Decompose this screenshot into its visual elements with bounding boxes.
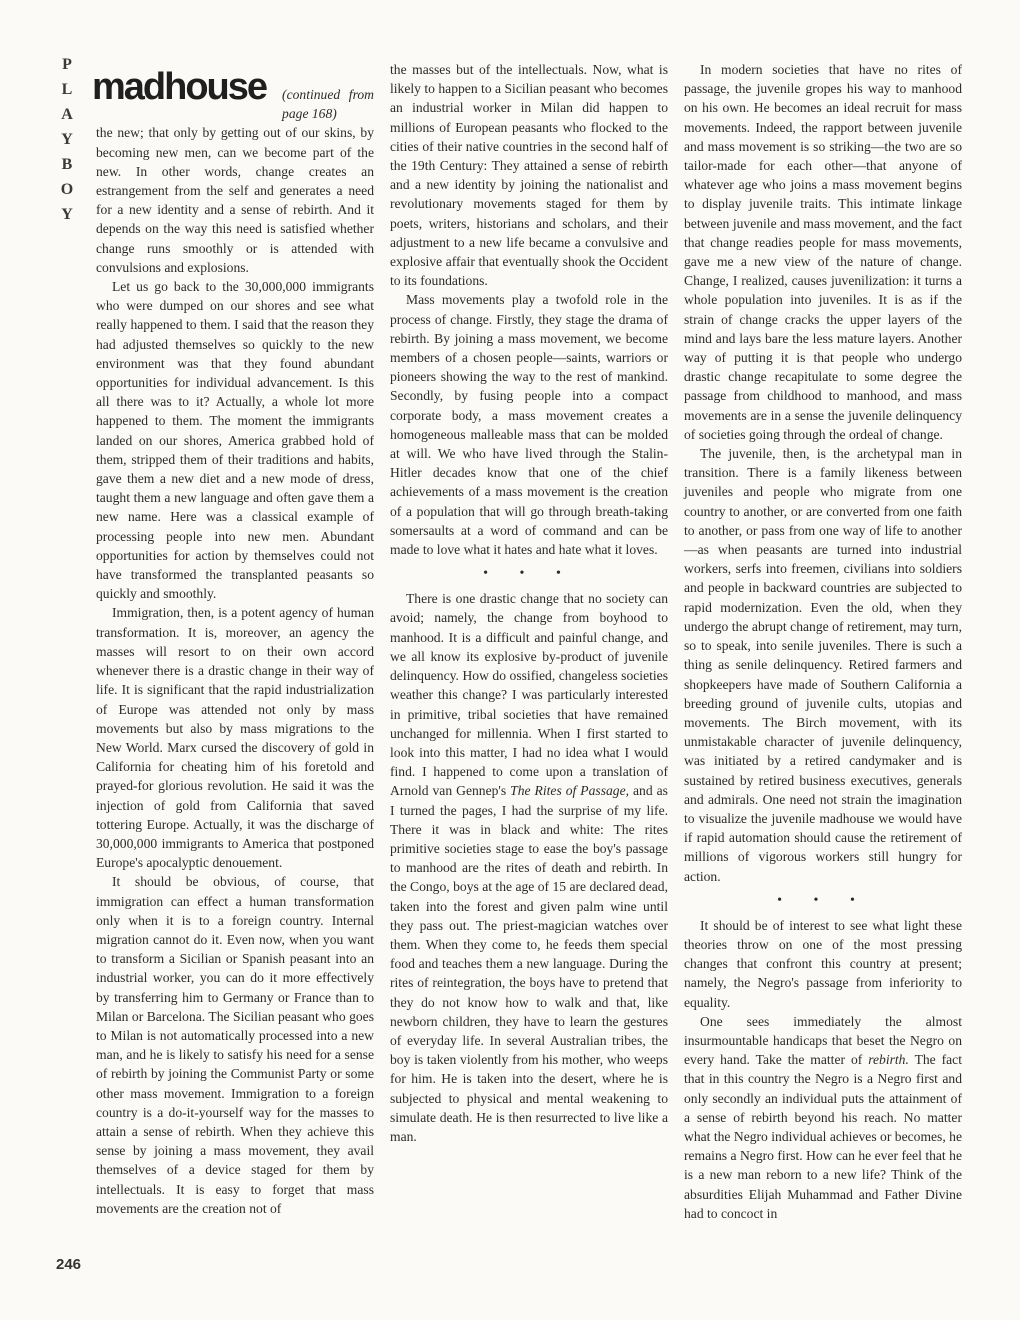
paragraph: Immigration, then, is a potent agency of human transformation. It is, moreover, an agency the masses will resort to on their own accord whenever there is a drastic change in their way of life. It is significant that the rapid industrialization of Europe was attended not only by mass movements but also by mass migrations to the New World. Marx cursed the discovery of gold in California for cheating him of his foretold and prayed-for glorious revolution. He said it was the injection of gold from California that saved tottering Europe. Actually, it was the discharge of 30,000,000 immigrants to America that postponed Europe's apocalyptic denouement. [96, 605, 374, 871]
paragraph: It should be of interest to see what light these theories throw on one of the most pressing changes that confront this country at present; namely, the Negro's passage from inferiority to equality. [684, 917, 962, 1010]
magazine-letter: L [61, 81, 73, 98]
continued-note: (continued from page 168) [282, 87, 374, 122]
page-number: 246 [56, 1256, 82, 1273]
paragraph: In modern societies that have no rites of passage, the juvenile gropes his way to manhood on his own. He becomes an ideal recruit for mass movements. Indeed, the rapport between juvenile and mass movement is so striking—the two are so tailor-made for each other—that anyone of whatever age who joins a mass movement begins to display juvenile traits. This intimate linkage between juvenile and mass movement, and the fact that change readies people for mass movements, gave me a new view of the nature of change. Change, I realized, causes juvenilization: it turns a whole population into juveniles. It is as if the strain of change cracks the upper layers of the mind and lays bare the less mature layers. Another way of putting it is that people who undergo drastic change recapitulate to some degree the passage from childhood to manhood, and mass movements are in a sense the juvenile delinquency of societies going through the ordeal of change. [684, 62, 962, 442]
column-3 [684, 60, 962, 1223]
section-separator: • • • [777, 892, 869, 908]
paragraph-text: One sees immediately the almost insurmountable handicaps that beset the Negro on every hand. Take the matter of [684, 1013, 962, 1068]
paragraph [684, 1012, 962, 1223]
section-separator: • • • [483, 566, 575, 582]
paragraph: Let us go back to the 30,000,000 immigrants who were dumped on our shores and see what really happened to them. I said that the reason they had adjusted themselves so quickly to the new environment was that they found abundant opportunities for individual advancement. Is this all there was to it? Actually, a whole lot more happened to them. The moment the immigrants landed on our shores, America grabbed hold of them, stripped them of their traditions and habits, gave them a new diet and a new mode of dress, taught them a new language and often gave them a new name. Here was a classical example of processing people into new men. Abundant opportunities for action by themselves could not have transformed the transplanted peasants so quickly and smoothly. [96, 279, 374, 602]
paragraph [390, 589, 668, 1146]
paragraph-text: The fact that in this country the Negro is a Negro first and only secondly an individual puts the attainment of a sense of rebirth beyond his reach. No matter what the Negro individual achieves or becomes, he remains a Negro first. How can he ever feel that he is a new man reborn to a new life? Think of the absurdities Elijah Muhammad and Father Divine had to concoct in [684, 1052, 962, 1221]
column-2 [390, 60, 668, 1146]
magazine-name-vertical [56, 52, 78, 227]
magazine-letter: A [61, 106, 73, 123]
paragraph: the masses but of the intellectuals. Now, what is likely to happen to a Sicilian peasant who becomes an industrial worker in Milan did happen to millions of European peasants who flocked to the cities of their native countries in the second half of the 19th Century: They attained a sense of rebirth and a new identity by joining the nationalist and revolutionary movements staged for them by poets, writers, historians and scholars, and their adjustment to a new life became a convulsive and explosive affair that eventually shook the Occident to its foundations. [390, 62, 668, 289]
magazine-letter: B [61, 156, 73, 173]
magazine-letter: Y [61, 131, 73, 148]
paragraph: The juvenile, then, is the archetypal man in transition. There is a family likeness between juveniles and people who migrate from one country to another, or are converted from one faith to another, or pass from one way of life to another—as when peasants are turned into industrial workers, serfs into freemen, civilians into soldiers and people in backward countries are subjected to rapid modernization. Even the old, when they undergo the abrupt change of retirement, may turn, so to speak, into senile juveniles. There is such a thing as senile delinquency. Retired farmers and shopkeepers have made of Southern California a breeding ground of juvenile cults, utopias and movements. The Birch movement, with its unmistakable character of juvenile delinquency, was initiated by a retired candymaker and is sustained by retired business executives, generals and admirals. One need not strain the imagination to visualize the juvenile madhouse we would have if rapid automation should cause the retirement of millions of vigorous workers still hungry for action. [684, 446, 962, 884]
book-title: The Rites of Passage, [510, 783, 630, 799]
magazine-letter: P [62, 56, 72, 73]
paragraph-text: There is one drastic change that no society can avoid; namely, the change from boyhood to manhood. It is a difficult and painful change, and we all know its explosive by-product of juvenile delinquency. How do ossified, changeless societies weather this change? I was particularly interested in primitive, tribal societies that have remained unchanged for millennia. When I first started to look into this matter, I had no idea what I would find. I happened to come upon a translation of Arnold van Gennep's [390, 591, 668, 799]
column-1 [92, 66, 374, 1218]
article-header [92, 66, 374, 123]
emphasis: rebirth. [868, 1052, 909, 1068]
paragraph: the new; that only by getting out of our skins, by becoming new men, can we become part of the new. In other words, change creates an estrangement from the self and generates a need for a new identity and a sense of rebirth. And it depends on the way this need is satisfied whether change runs smoothly or is attended with convulsions and explosions. [96, 125, 374, 275]
article-logo: madhouse [92, 66, 267, 108]
magazine-letter: O [60, 181, 74, 198]
paragraph: It should be obvious, of course, that immigration can effect a human transformation only when it is to a foreign country. Internal migration cannot do it. Even now, when you want to transform a Sicilian or Spanish peasant into an industrial worker, you can do it more effectively by transferring him to Germany or France than to Milan or Barcelona. The Sicilian peasant who goes to Milan is not automatically processed into a new man, and he is likely to satisfy his need for a sense of rebirth by joining the Communist Party or some other mass movement. Immigration to a foreign country is a do-it-yourself way for the masses to attain a sense of rebirth. When they achieve this sense by joining a mass movement, they avail themselves of a device staged for them by intellectuals. It is easy to forget that mass movements are the creation not of [96, 874, 374, 1216]
paragraph-text: and as I turned the pages, I had the surprise of my life. There it was in black and white: The rites primitive societies stage to ease the boy's passage to manhood are the rites of death and rebirth. In the Congo, boys at the age of 15 are declared dead, taken into the forest and given palm wine until they pass out. The priest-magician watches over them. When they come to, he feeds them special food and teaches them a new language. During the rites of reintegration, the boys have to pretend that they do not know how to walk and that, like newborn children, they have to learn the gestures of everyday life. In several Australian tribes, the boy is taken violently from his mother, who weeps for him. He is taken into the desert, where he is subjected to physical and mental weakening to simulate death. He is then resurrected to live like a man. [390, 783, 668, 1144]
paragraph: Mass movements play a twofold role in the process of change. Firstly, they stage the drama of rebirth. By joining a mass movement, we become members of a chosen people—saints, warriors or pioneers showing the way to the rest of mankind. Secondly, by fusing people into a compact corporate body, a mass movement creates a homogeneous malleable mass that can be molded at will. We who have lived through the Stalin-Hitler decades know that one of the chief achievements of a mass movement is the creation of a population that will go through breath-taking somersaults at a word of command and can be made to love what it hates and hate what it loves. [390, 292, 668, 558]
magazine-letter: Y [61, 206, 73, 223]
